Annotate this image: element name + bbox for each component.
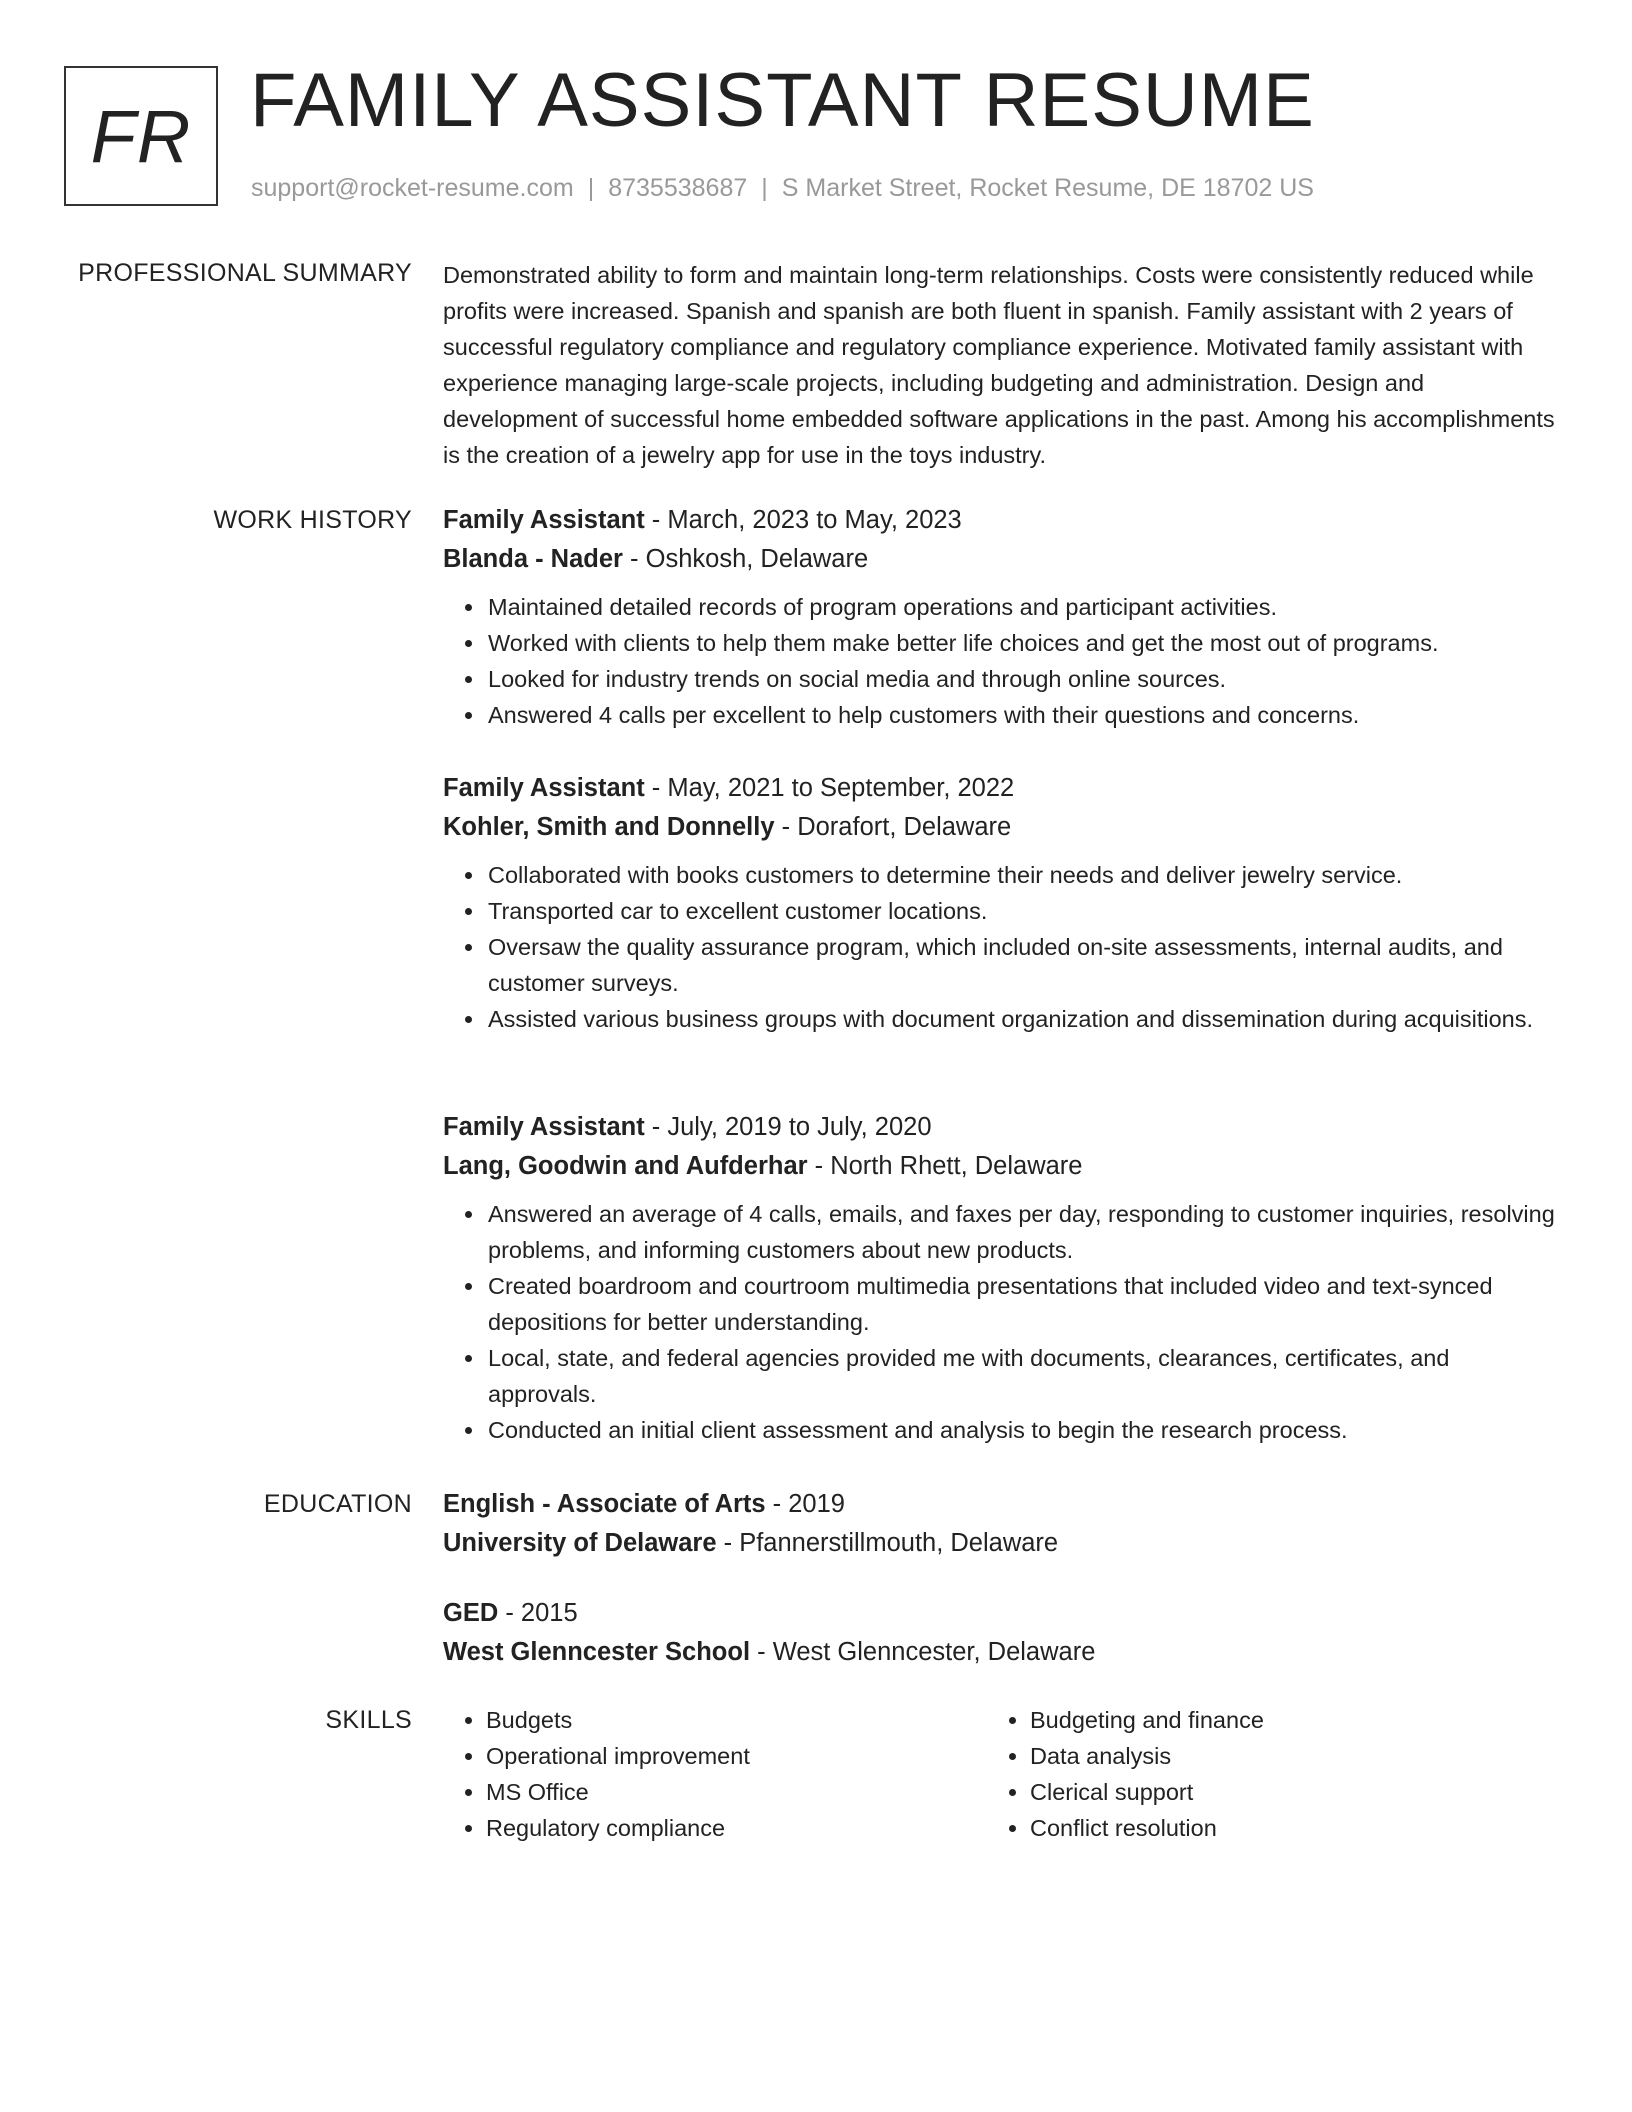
company-line <box>443 1147 1563 1186</box>
resume-title: FAMILY ASSISTANT RESUME <box>250 58 1315 143</box>
contact-separator: | <box>587 174 595 202</box>
company-line <box>443 808 1563 847</box>
summary-section-label: PROFESSIONAL SUMMARY <box>78 259 412 287</box>
skills-column-left <box>443 1702 750 1846</box>
degree-name: GED <box>443 1599 499 1627</box>
degree-year: - 2019 <box>765 1490 845 1518</box>
school-location: - Pfannerstillmouth, Delaware <box>716 1529 1059 1557</box>
degree-line <box>443 1485 1563 1524</box>
contact-address: S Market Street, Rocket Resume, DE 18702 US <box>781 174 1314 202</box>
job-bullet: • Local, state, and federal agencies provided me with documents, clearances, certificates, and approvals. <box>486 1340 1563 1412</box>
work-history-section-label: WORK HISTORY <box>213 506 412 534</box>
job-entry <box>443 501 1563 733</box>
job-title-line <box>443 1108 1563 1147</box>
skills-section <box>443 1702 1563 1862</box>
skill-item: • MS Office <box>486 1774 750 1810</box>
skills-column-right <box>987 1702 1264 1846</box>
job-bullet: • Conducted an initial client assessment and analysis to begin the research process. <box>486 1412 1563 1448</box>
job-bullet: • Oversaw the quality assurance program, which included on-site assessments, internal audits, and customer surveys. <box>486 929 1563 1001</box>
job-bullet: • Collaborated with books customers to determine their needs and deliver jewelry service. <box>486 857 1563 893</box>
company-location: - North Rhett, Delaware <box>807 1152 1083 1180</box>
job-bullet: • Transported car to excellent customer locations. <box>486 893 1563 929</box>
job-bullet: • Maintained detailed records of program operations and participant activities. <box>486 589 1563 625</box>
education-section-label: EDUCATION <box>263 1490 412 1518</box>
job-dates: - May, 2021 to September, 2022 <box>644 774 1015 802</box>
company-name: Lang, Goodwin and Aufderhar <box>443 1152 808 1180</box>
job-entry <box>443 769 1563 1037</box>
contact-email[interactable]: support@rocket-resume.com <box>251 174 574 202</box>
school-name: University of Delaware <box>443 1529 717 1557</box>
contact-phone[interactable]: 8735538687 <box>608 174 748 202</box>
company-location: - Oshkosh, Delaware <box>622 545 869 573</box>
skill-item: • Operational improvement <box>486 1738 750 1774</box>
job-title: Family Assistant <box>443 506 645 534</box>
job-entry <box>443 1108 1563 1448</box>
skill-item: • Budgets <box>486 1702 750 1738</box>
summary-section <box>443 257 1563 473</box>
job-bullet-list <box>443 857 1563 1037</box>
contact-separator: | <box>761 174 768 202</box>
degree-name: English - Associate of Arts <box>443 1490 766 1518</box>
company-line <box>443 540 1563 579</box>
job-bullet: • Created boardroom and courtroom multimedia presentations that included video and text-synced depositions for better understanding. <box>486 1268 1563 1340</box>
school-location: - West Glenncester, Delaware <box>750 1638 1096 1666</box>
skill-item: • Regulatory compliance <box>486 1810 750 1846</box>
skill-item: • Budgeting and finance <box>1030 1702 1264 1738</box>
job-bullet: • Worked with clients to help them make better life choices and get the most out of programs. <box>486 625 1563 661</box>
job-bullet-list <box>443 589 1563 733</box>
job-bullet: • Looked for industry trends on social media and through online sources. <box>486 661 1563 697</box>
skills-list <box>987 1702 1264 1846</box>
job-bullet: • Answered an average of 4 calls, emails, and faxes per day, responding to customer inquiries, resolving problems, and informing customers about new products. <box>486 1196 1563 1268</box>
summary-text: Demonstrated ability to form and maintain long-term relationships. Costs were consistently reduced while profits were increased. Spanish and spanish are both fluent in spanish. Family assistant with 2 years of successful regulatory compliance and regulatory compliance experience. Motivated family assistant with experience managing large-scale projects, including budgeting and administration. Design and development of successful home embedded software applications in the past. Among his accomplishments is the creation of a jewelry app for use in the toys industry. <box>443 262 1555 468</box>
skill-item: • Data analysis <box>1030 1738 1264 1774</box>
job-bullet: • Assisted various business groups with document organization and dissemination during acquisitions. <box>486 1001 1563 1037</box>
education-entry <box>443 1594 1563 1672</box>
job-bullet-list <box>443 1196 1563 1448</box>
education-entry <box>443 1485 1563 1563</box>
skill-item: • Conflict resolution <box>1030 1810 1264 1846</box>
job-title-line <box>443 501 1563 540</box>
skill-item: • Clerical support <box>1030 1774 1264 1810</box>
skills-section-label: SKILLS <box>325 1706 412 1734</box>
job-title: Family Assistant <box>443 774 645 802</box>
job-title: Family Assistant <box>443 1113 645 1141</box>
degree-year: - 2015 <box>498 1599 578 1627</box>
company-name: Kohler, Smith and Donnelly <box>443 813 775 841</box>
degree-line <box>443 1594 1563 1633</box>
company-location: - Dorafort, Delaware <box>774 813 1012 841</box>
company-name: Blanda - Nader <box>443 545 623 573</box>
school-line <box>443 1524 1563 1563</box>
school-name: West Glenncester School <box>443 1638 751 1666</box>
job-dates: - July, 2019 to July, 2020 <box>644 1113 932 1141</box>
contact-line <box>251 174 1314 203</box>
job-bullet: • Answered 4 calls per excellent to help customers with their questions and concerns. <box>486 697 1563 733</box>
skills-list <box>443 1702 750 1846</box>
job-title-line <box>443 769 1563 808</box>
school-line <box>443 1633 1563 1672</box>
monogram-badge: FR <box>64 66 218 206</box>
job-dates: - March, 2023 to May, 2023 <box>644 506 962 534</box>
